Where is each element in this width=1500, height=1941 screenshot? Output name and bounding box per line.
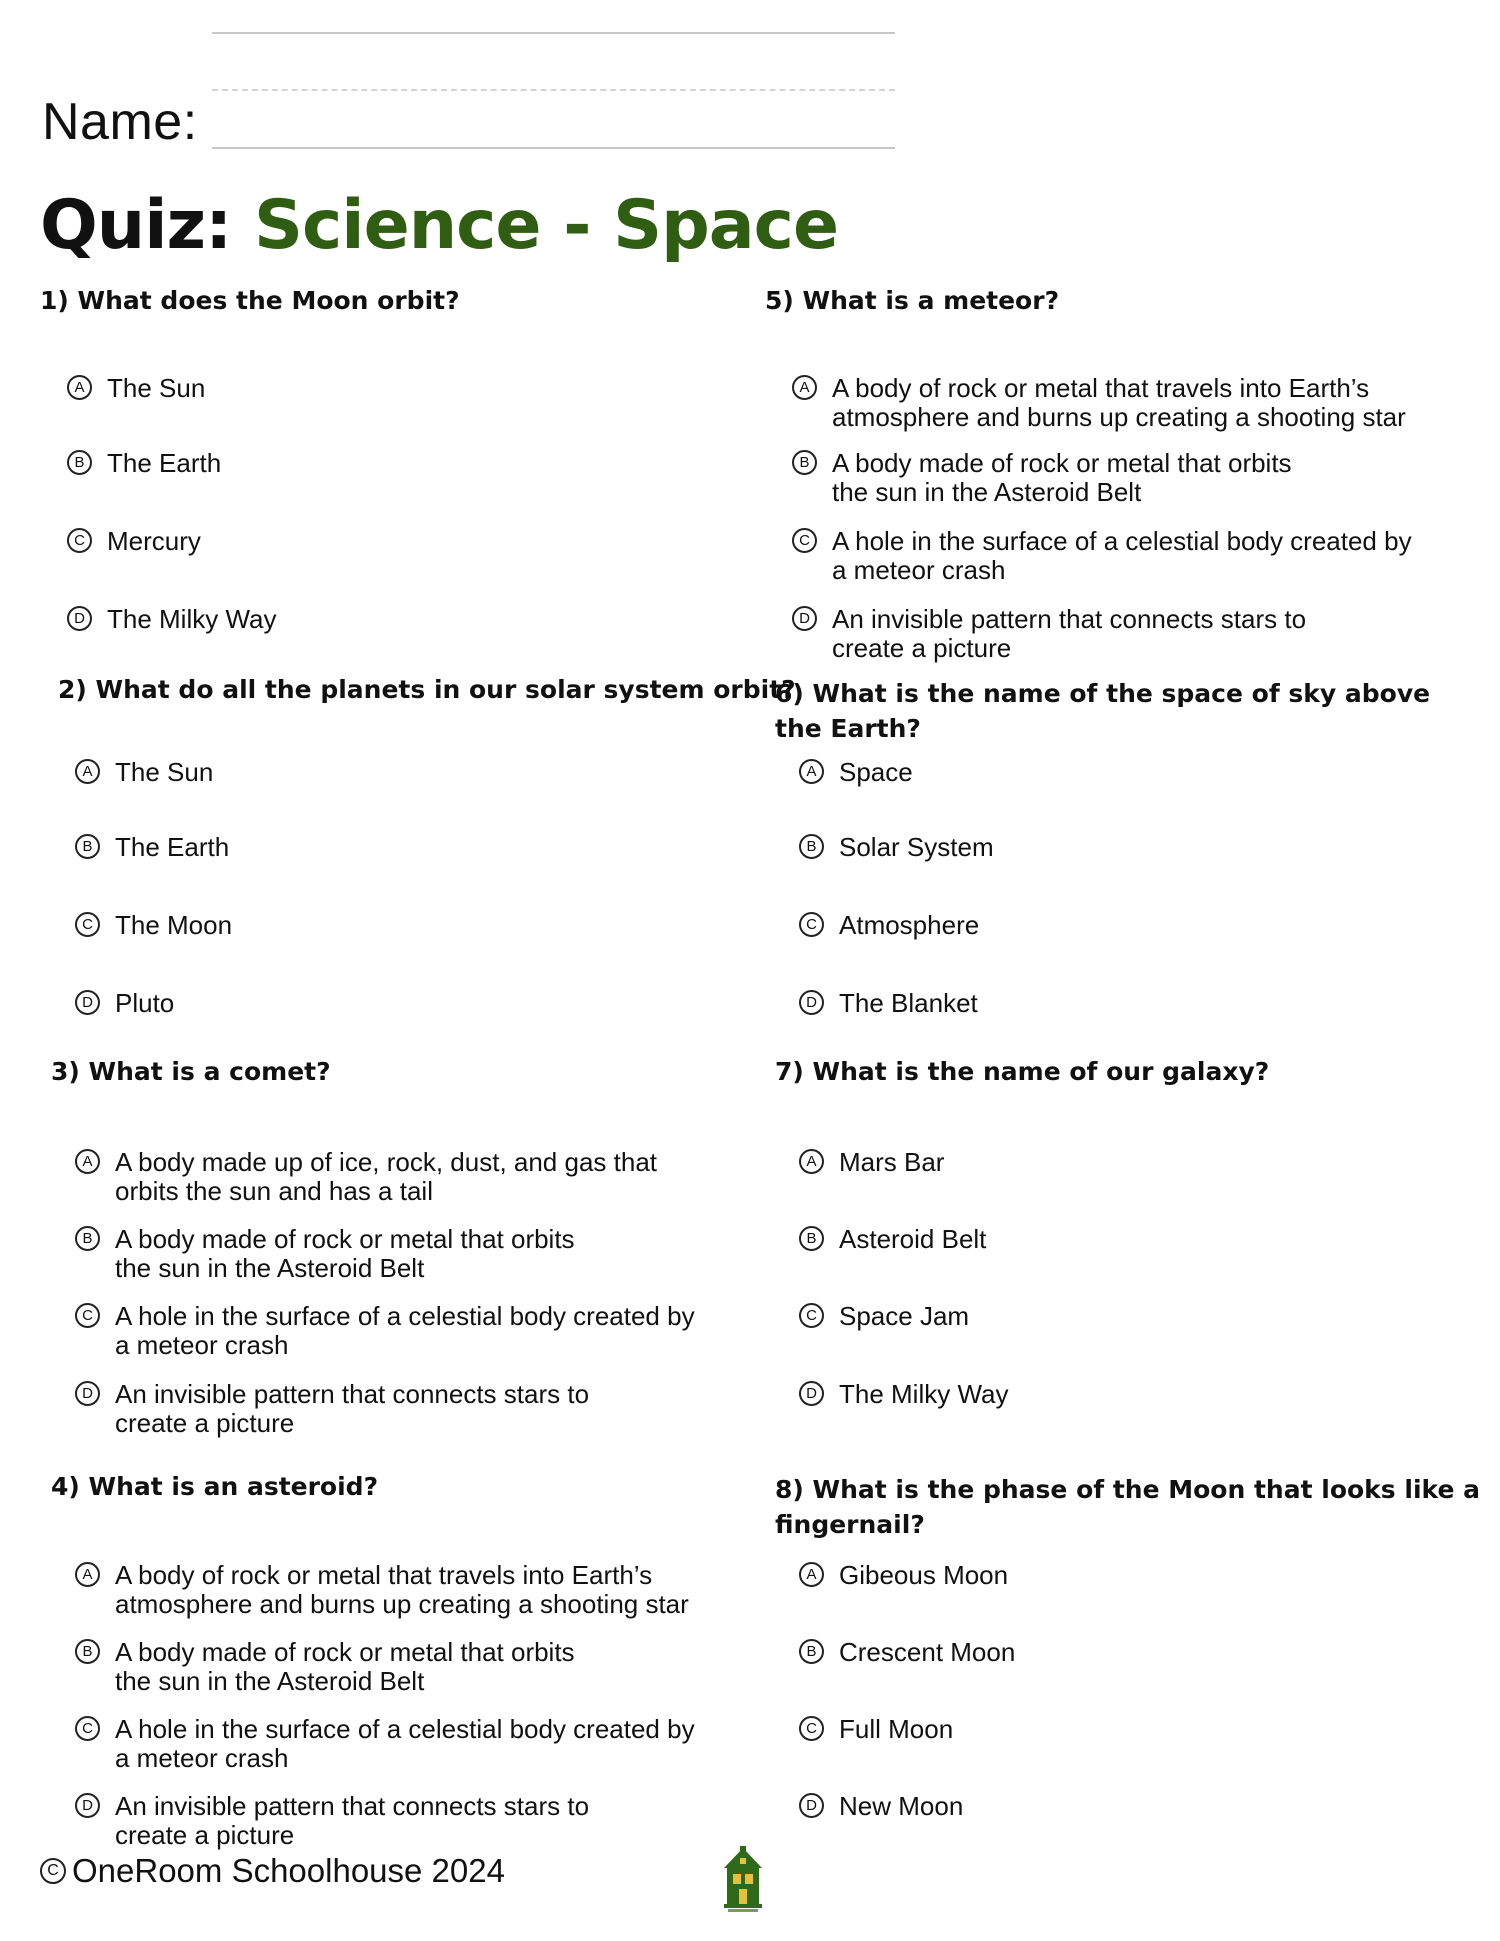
- option-b-badge-icon: B: [792, 450, 817, 475]
- q1-option-c[interactable]: [67, 527, 201, 556]
- option-b-badge-icon: B: [799, 1226, 824, 1251]
- q4-option-c[interactable]: [75, 1715, 695, 1773]
- option-c-badge-icon: C: [792, 528, 817, 553]
- option-text: A body made up of ice, rock, dust, and gas that orbits the sun and has a tail: [115, 1147, 658, 1206]
- option-d-badge-icon: D: [799, 1793, 824, 1818]
- question-8: 8) What is the phase of the Moon that looks like a fingernail?: [775, 1475, 1481, 1539]
- q6-option-b[interactable]: [799, 833, 994, 862]
- option-text: The Blanket: [839, 988, 978, 1018]
- option-text: The Earth: [115, 832, 230, 862]
- q8-option-a[interactable]: [799, 1561, 1008, 1590]
- option-text: Space: [839, 757, 913, 787]
- q3-option-c[interactable]: [75, 1302, 695, 1360]
- option-a-badge-icon: A: [792, 375, 817, 400]
- q3-option-b[interactable]: [75, 1225, 575, 1283]
- option-c-badge-icon: C: [75, 1716, 100, 1741]
- copyright-icon: C: [40, 1858, 66, 1884]
- option-text: Pluto: [115, 988, 175, 1018]
- q2-option-c[interactable]: [75, 911, 232, 940]
- q1-option-b[interactable]: [67, 449, 221, 478]
- q7-option-b[interactable]: [799, 1225, 986, 1254]
- option-text: An invisible pattern that connects stars to create a picture: [832, 604, 1307, 663]
- option-text: Gibeous Moon: [839, 1560, 1009, 1590]
- name-line-top: [212, 32, 895, 34]
- question-1: 1) What does the Moon orbit?: [40, 286, 460, 315]
- q8-option-c[interactable]: [799, 1715, 953, 1744]
- option-text: Space Jam: [839, 1301, 970, 1331]
- q6-option-a[interactable]: [799, 758, 913, 787]
- schoolhouse-logo-icon: [718, 1846, 768, 1916]
- option-c-badge-icon: C: [799, 1303, 824, 1328]
- q5-option-b[interactable]: [792, 449, 1292, 507]
- option-text: Mercury: [107, 526, 201, 556]
- q4-option-d[interactable]: [75, 1792, 589, 1850]
- option-text: A body made of rock or metal that orbits the sun in the Asteroid Belt: [115, 1637, 575, 1696]
- option-a-badge-icon: A: [75, 1562, 100, 1587]
- q4-option-b[interactable]: [75, 1638, 575, 1696]
- option-text: Mars Bar: [839, 1147, 945, 1177]
- name-label: Name:: [42, 93, 198, 151]
- q3-option-a[interactable]: [75, 1148, 657, 1206]
- option-text: The Milky Way: [107, 604, 277, 634]
- option-d-badge-icon: D: [67, 606, 92, 631]
- option-b-badge-icon: B: [75, 1226, 100, 1251]
- option-text: A body made of rock or metal that orbits the sun in the Asteroid Belt: [115, 1224, 575, 1283]
- option-text: An invisible pattern that connects stars to create a picture: [115, 1379, 590, 1438]
- footer-text: OneRoom Schoolhouse 2024: [72, 1852, 505, 1889]
- option-text: Asteroid Belt: [839, 1224, 987, 1254]
- option-d-badge-icon: D: [75, 990, 100, 1015]
- option-text: The Sun: [115, 757, 214, 787]
- q7-option-d[interactable]: [799, 1380, 1009, 1409]
- option-a-badge-icon: A: [75, 759, 100, 784]
- option-text: The Sun: [107, 373, 206, 403]
- question-6: 6) What is the name of the space of sky above the Earth?: [775, 679, 1431, 743]
- title-prefix: Quiz:: [40, 186, 232, 265]
- option-b-badge-icon: B: [75, 1639, 100, 1664]
- name-line-dashed: [212, 89, 895, 91]
- option-d-badge-icon: D: [799, 1381, 824, 1406]
- q2-option-d[interactable]: [75, 989, 174, 1018]
- option-b-badge-icon: B: [799, 834, 824, 859]
- option-c-badge-icon: C: [67, 528, 92, 553]
- option-a-badge-icon: A: [799, 1149, 824, 1174]
- q5-option-a[interactable]: [792, 374, 1406, 432]
- option-text: New Moon: [839, 1791, 964, 1821]
- question-3: 3) What is a comet?: [51, 1057, 331, 1086]
- q1-option-d[interactable]: [67, 605, 277, 634]
- option-c-badge-icon: C: [75, 1303, 100, 1328]
- q2-option-a[interactable]: [75, 758, 213, 787]
- option-text: Solar System: [839, 832, 994, 862]
- option-text: The Moon: [115, 910, 233, 940]
- option-d-badge-icon: D: [792, 606, 817, 631]
- q6-option-d[interactable]: [799, 989, 978, 1018]
- question-2: 2) What do all the planets in our solar system orbit?: [58, 675, 796, 704]
- option-c-badge-icon: C: [799, 1716, 824, 1741]
- question-7: 7) What is the name of our galaxy?: [775, 1057, 1270, 1086]
- q8-option-d[interactable]: [799, 1792, 963, 1821]
- option-text: The Earth: [107, 448, 222, 478]
- option-text: Atmosphere: [839, 910, 980, 940]
- option-text: A body of rock or metal that travels into Earth’s atmosphere and burns up creating a shooting star: [832, 373, 1406, 432]
- name-line-bottom[interactable]: [212, 147, 895, 149]
- option-b-badge-icon: B: [799, 1639, 824, 1664]
- option-text: Full Moon: [839, 1714, 954, 1744]
- option-text: The Milky Way: [839, 1379, 1009, 1409]
- option-text: A hole in the surface of a celestial body created by a meteor crash: [115, 1714, 695, 1773]
- page-title: [40, 186, 838, 265]
- option-b-badge-icon: B: [67, 450, 92, 475]
- option-a-badge-icon: A: [67, 375, 92, 400]
- option-d-badge-icon: D: [75, 1793, 100, 1818]
- option-a-badge-icon: A: [75, 1149, 100, 1174]
- q7-option-a[interactable]: [799, 1148, 944, 1177]
- q1-option-a[interactable]: [67, 374, 205, 403]
- option-text: A hole in the surface of a celestial body created by a meteor crash: [832, 526, 1412, 585]
- option-text: A body of rock or metal that travels into Earth’s atmosphere and burns up creating a shooting star: [115, 1560, 689, 1619]
- option-text: Crescent Moon: [839, 1637, 1016, 1667]
- option-c-badge-icon: C: [75, 912, 100, 937]
- option-a-badge-icon: A: [799, 1562, 824, 1587]
- option-d-badge-icon: D: [75, 1381, 100, 1406]
- option-text: A body made of rock or metal that orbits the sun in the Asteroid Belt: [832, 448, 1292, 507]
- q6-option-c[interactable]: [799, 911, 979, 940]
- option-text: An invisible pattern that connects stars to create a picture: [115, 1791, 590, 1850]
- option-d-badge-icon: D: [799, 990, 824, 1015]
- question-5: 5) What is a meteor?: [765, 286, 1060, 315]
- question-4: 4) What is an asteroid?: [51, 1472, 379, 1501]
- footer-copyright: [40, 1852, 505, 1890]
- title-subject: Science - Space: [253, 186, 839, 265]
- q8-option-b[interactable]: [799, 1638, 1015, 1667]
- q4-option-a[interactable]: [75, 1561, 689, 1619]
- q7-option-c[interactable]: [799, 1302, 969, 1331]
- option-text: A hole in the surface of a celestial body created by a meteor crash: [115, 1301, 695, 1360]
- option-c-badge-icon: C: [799, 912, 824, 937]
- q3-option-d[interactable]: [75, 1380, 589, 1438]
- q2-option-b[interactable]: [75, 833, 229, 862]
- q5-option-d[interactable]: [792, 605, 1306, 663]
- option-a-badge-icon: A: [799, 759, 824, 784]
- option-b-badge-icon: B: [75, 834, 100, 859]
- q5-option-c[interactable]: [792, 527, 1412, 585]
